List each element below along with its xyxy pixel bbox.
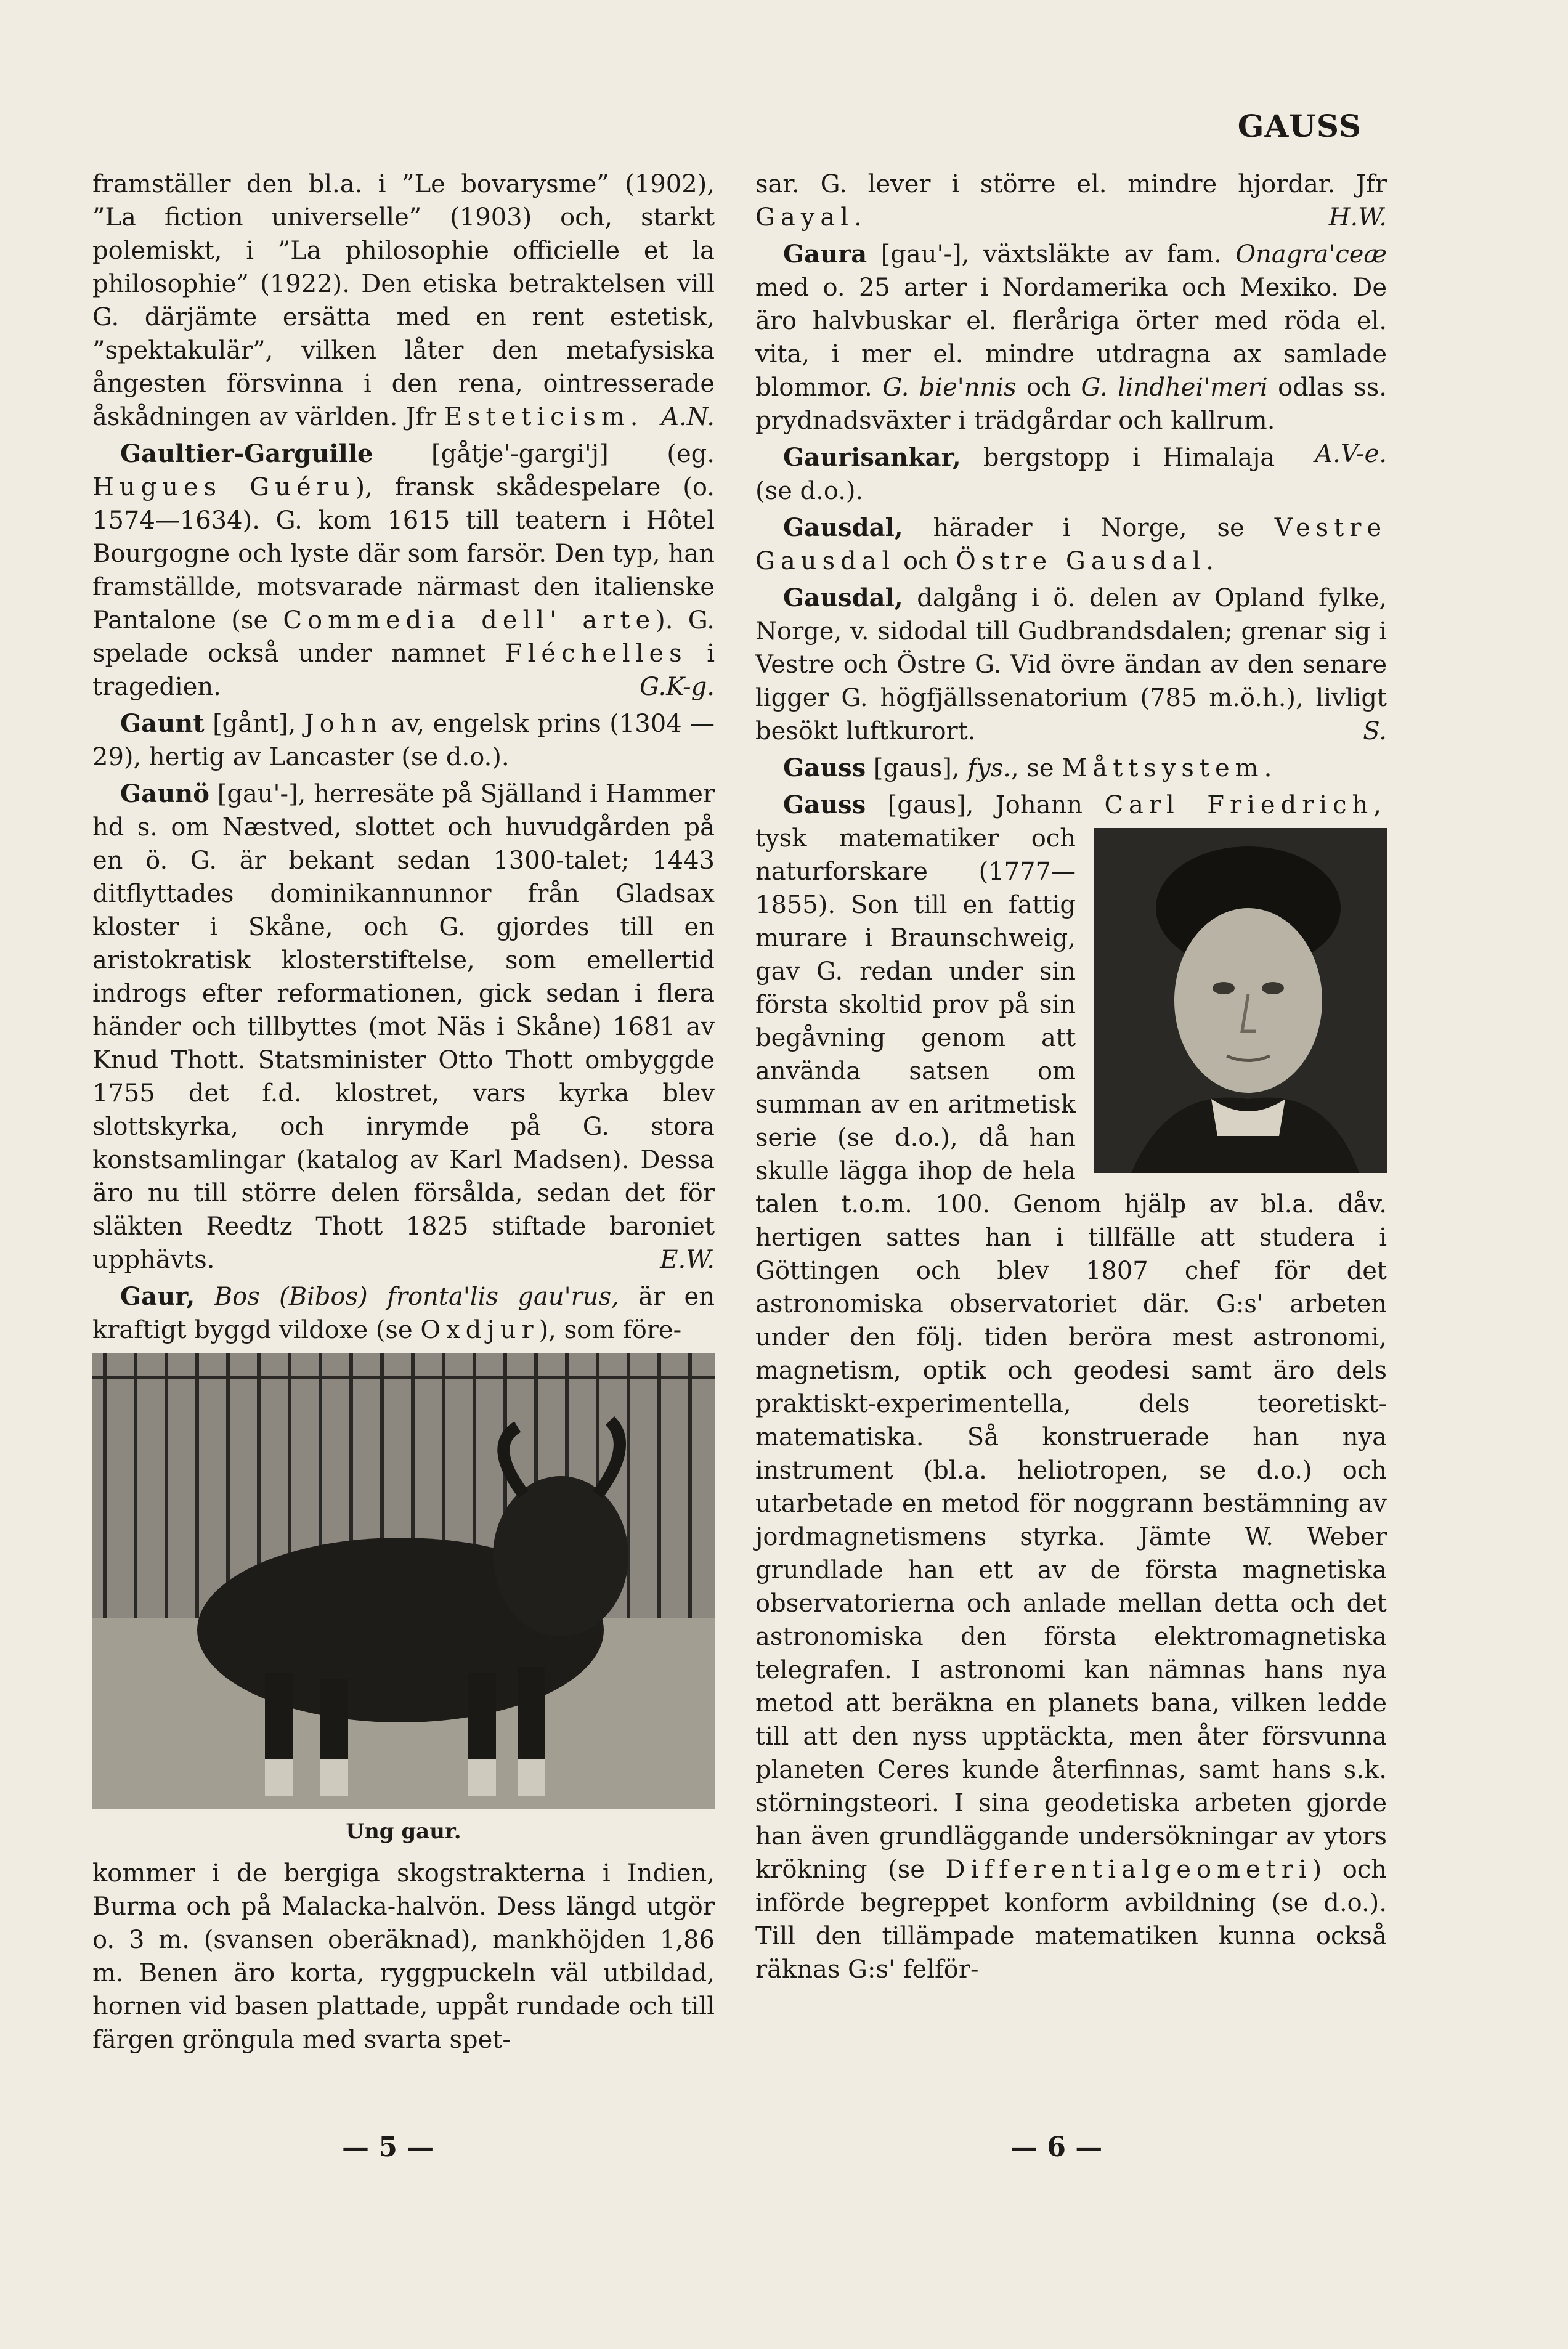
entry-gaultier-garguille: Gaultier-Garguille [gåtje'-gargi'j] (eg. Hugues Guéru), fransk skådespelare (o. 1574—1634). G. kom 1615 till teatern i Hôtel Bourgogne och lyste där som farsör. Den typ, han framställde, motsvarade närmast den italienske Pantalone (se Commedia dell' arte). G. spelade också under namnet Fléchelles i tragedien. G.K-g. [92, 437, 715, 704]
page-number: — 5 — [342, 2132, 434, 2163]
entry-gaurisankar: Gaurisankar, bergstopp i Himalaja (se d.o.). [755, 443, 1275, 505]
entry-gauno: Gaunö [gau'-], herresäte på Själland i Hammer hd s. om Næstved, slottet och huvudgården på en ö. G. är bekant sedan 1300-talet; 1443 ditflyttades dominikannunnor från Gladsax kloster i Skåne, och G. gjordes till en aristokratisk klosterstiftelse, som emellertid indrogs efter reformationen, gick sedan i flera händer och tillbyttes (mot Näs i Skåne) 1681 av Knud Thott. Statsminister Otto Thott ombyggde 1755 det f.d. klostret, vars kyrka blev slottskyrka, och inrymde på G. stora konstsamlingar (katalog av Karl Madsen). Dessa äro nu till större delen försålda, sedan det för släkten Reedtz Thott 1825 stiftade baroniet upphävts. E.W. [92, 777, 715, 1276]
entry-gaur: Gaur, Bos (Bibos) fronta'lis gau'rus, är en kraftigt byggd vildoxe (se Oxdjur), som före- [92, 1282, 715, 1344]
entry-headword: Gaunt [120, 709, 205, 738]
cross-reference: Esteticism. [444, 403, 644, 431]
entry-headword: Gauss [783, 753, 866, 782]
entry-gaura: Gaura [gau'-], växtsläkte av fam. Onagra'ceæ med o. 25 arter i Nordamerika och Mexiko. De äro halvbuskar el. fleråriga örter med röda el. vita, i mer el. mindre utdragna ax samlade blommor. G. bie'nnis och G. lindhei'meri odlas ss. prydnadsväxter i trädgårdar och kallrum. A.V-e. [755, 238, 1387, 437]
entry-headword: Gausdal, [783, 583, 903, 612]
cross-reference: Oxdjur [420, 1316, 539, 1344]
cross-reference: Östre Gausdal. [956, 547, 1219, 575]
gaur-photo-figure [92, 1353, 715, 1848]
cross-reference: Vestre Gausdal [755, 514, 1387, 575]
entry-headword: Gaurisankar, [783, 443, 961, 472]
gauss-portrait [1094, 828, 1387, 1173]
author-signature: E.W. [660, 1246, 715, 1274]
author-signature: A.N. [661, 403, 715, 431]
cross-reference: Gayal. [755, 203, 867, 232]
author-signature: H.W. [1328, 203, 1387, 232]
entry-headword: Gausdal, [783, 513, 903, 542]
entry-gausdal-dalgang: Gausdal, dalgång i ö. delen av Opland fylke, Norge, v. sidodal till Gudbrandsdalen; grenar sig i Vestre och Östre G. Vid övre ändan av den senare ligger G. högfjällssenatorium (785 m.ö.h.), livligt besökt luftkurort. S. [755, 582, 1387, 748]
entry-gausdal-harader: Gausdal, härader i Norge, se Vestre Gausdal och Östre Gausdal. [755, 513, 1387, 575]
entry-headword: Gaunö [120, 779, 209, 808]
entry-gaunt: Gaunt [gånt], John av, engelsk prins (1304 —29), hertig av Lancaster (se d.o.). [92, 709, 715, 771]
entry-gauss-person: Gauss [gaus], Johann Carl Friedrich, tysk matematiker och naturforskare (1777—1855). Son till en fattig murare i Braunschweig, gav G. redan under sin första skoltid prov på sin begåvning genom att använda satsen om summan av en aritmetisk serie (se d.o.), då han skulle lägga ihop de hela talen t.o.m. 100. Genom hjälp av bl.a. dåv. hertigen sattes han i tillfälle att studera i Göttingen och blev 1807 chef för det astronomiska observatoriet där. G:s' arbeten under den följ. tiden beröra mest astronomi, magnetism, optik och geodesi samt äro dels praktiskt-experimentella, dels teoretiskt-matematiska. Så konstruerade han nya instrument (bl.a. heliotropen, se d.o.) och utarbetade en metod för noggrann bestämning av jordmagnetismens styrka. Jämte W. Weber grundlade han ett av de första magnetiska observatorierna och anlade mellan detta och det astronomiska den första elektromagnetiska telegrafen. I astronomi kan nämnas hans nya metod att beräkna en planets bana, vilken ledde till att den nyss upptäckta, men åter försvunna planeten Ceres kunde återfinnas, samt hans s.k. störningsteori. I sina geodetiska arbeten gjorde han även grundläggande undersökningar av ytors krökning (se Differentialgeometri) och införde begreppet konform avbildning (se d.o.). Till den tillämpade matematiken kunna också räknas G:s' felför- [755, 790, 1387, 1984]
photo-caption: Ung gaur. [346, 1819, 461, 1844]
left-column [92, 168, 715, 2060]
entry-headword: Gaura [783, 240, 867, 269]
author-signature: A.V-e. [1315, 440, 1387, 468]
right-column [755, 168, 1387, 1990]
page-number: — 6 — [1010, 2132, 1103, 2163]
author-signature: G.K-g. [639, 673, 715, 701]
running-header: GAUSS [1237, 108, 1362, 144]
entry-gaur-end: sar. G. lever i större el. mindre hjordar. Jfr Gayal. H.W. [755, 168, 1387, 234]
gaur-photo [92, 1353, 715, 1809]
cross-reference: Differentialgeometri [945, 1856, 1312, 1884]
author-signature: S. [1363, 717, 1387, 745]
entry-headword: Gaur, [120, 1282, 195, 1311]
cross-reference: Måttsystem. [1062, 754, 1278, 782]
entry-gaur-continued: kommer i de bergiga skogstrakterna i Indien, Burma och på Malacka-halvön. Dess längd utgör o. 3 m. (svansen oberäknad), mankhöjden 1,86 m. Benen äro korta, ryggpuckeln väl utbildad, hornen vid basen plattade, uppåt rundade och till färgen gröngula med svarta spet- [92, 1859, 715, 2054]
entry-headword: Gaultier-Garguille [120, 439, 373, 468]
entry-gauss-fys: Gauss [gaus], fys., se Måttsystem. [783, 753, 1278, 782]
entry-headword: Gauss [783, 790, 866, 819]
entry-continuation: framställer den bl.a. i ”Le bovarysme” (1902), ”La fiction universelle” (1903) och, starkt polemiskt, i ”La philosophie officielle et la philosophie” (1922). Den etiska betraktelsen vill G. därjämte ersätta med en rent estetisk, ”spektakulär”, vilken låter den metafysiska ångesten försvinna i den rena, ointresserade åskådningen av världen. Jfr Esteticism. A.N. [92, 168, 715, 434]
cross-reference: Commedia dell' arte [283, 606, 656, 635]
